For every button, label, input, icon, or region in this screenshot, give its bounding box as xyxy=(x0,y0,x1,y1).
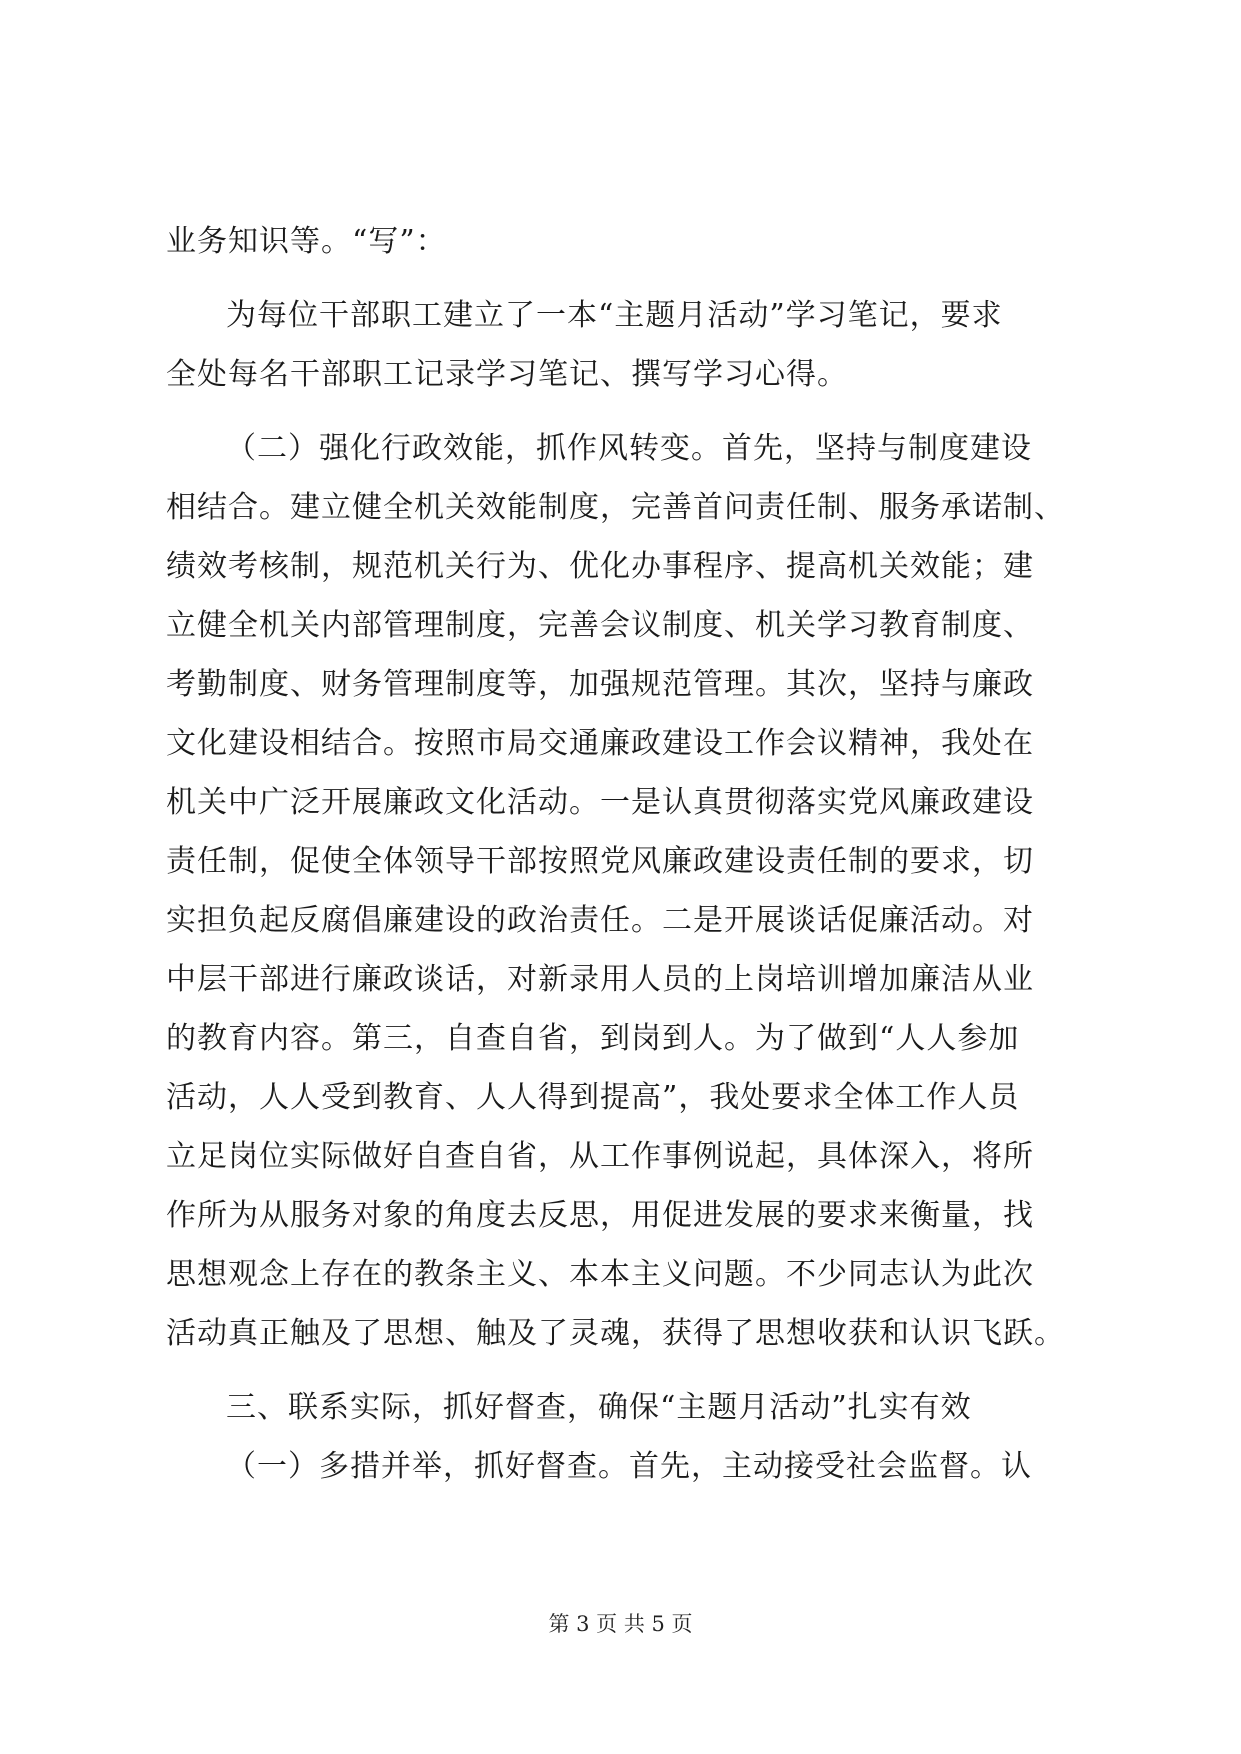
text-line: （一）多措并举，抓好督查。首先，主动接受社会监督。认 xyxy=(226,1449,1032,1484)
text-line: 业务知识等。“写”： xyxy=(166,224,447,259)
text-line: 相结合。建立健全机关效能制度，完善首问责任制、服务承诺制、 xyxy=(166,490,1065,525)
text-line: 作所为从服务对象的角度去反思，用促进发展的要求来衡量，找 xyxy=(166,1198,1034,1233)
text-line: 责任制，促使全体领导干部按照党风廉政建设责任制的要求，切 xyxy=(166,844,1034,879)
text-line: 机关中广泛开展廉政文化活动。一是认真贯彻落实党风廉政建设 xyxy=(166,785,1034,820)
section-heading: 三、联系实际，抓好督查，确保“主题月活动”扎实有效 xyxy=(226,1390,972,1425)
text-line: 立健全机关内部管理制度，完善会议制度、机关学习教育制度、 xyxy=(166,608,1034,643)
text-line: 文化建设相结合。按照市局交通廉政建设工作会议精神，我处在 xyxy=(166,726,1034,761)
page-number: 第 3 页 共 5 页 xyxy=(548,1612,693,1636)
text-line: 全处每名干部职工记录学习笔记、撰写学习心得。 xyxy=(166,357,848,392)
text-line: 思想观念上存在的教条主义、本本主义问题。不少同志认为此次 xyxy=(166,1257,1034,1292)
text-line: 实担负起反腐倡廉建设的政治责任。二是开展谈话促廉活动。对 xyxy=(166,903,1034,938)
text-line: （二）强化行政效能，抓作风转变。首先，坚持与制度建设 xyxy=(226,431,1032,466)
text-line: 的教育内容。第三，自查自省，到岗到人。为了做到“人人参加 xyxy=(166,1021,1020,1056)
text-line: 中层干部进行廉政谈话，对新录用人员的上岗培训增加廉洁从业 xyxy=(166,962,1034,997)
text-line: 绩效考核制，规范机关行为、优化办事程序、提高机关效能；建 xyxy=(166,549,1034,584)
text-line: 立足岗位实际做好自查自省，从工作事例说起，具体深入，将所 xyxy=(166,1139,1034,1174)
text-line: 为每位干部职工建立了一本“主题月活动”学习笔记，要求 xyxy=(226,298,1003,333)
text-line: 活动真正触及了思想、触及了灵魂，获得了思想收获和认识飞跃。 xyxy=(166,1316,1065,1351)
text-line: 考勤制度、财务管理制度等，加强规范管理。其次，坚持与廉政 xyxy=(166,667,1034,702)
text-line: 活动，人人受到教育、人人得到提高”，我处要求全体工作人员 xyxy=(166,1080,1020,1115)
